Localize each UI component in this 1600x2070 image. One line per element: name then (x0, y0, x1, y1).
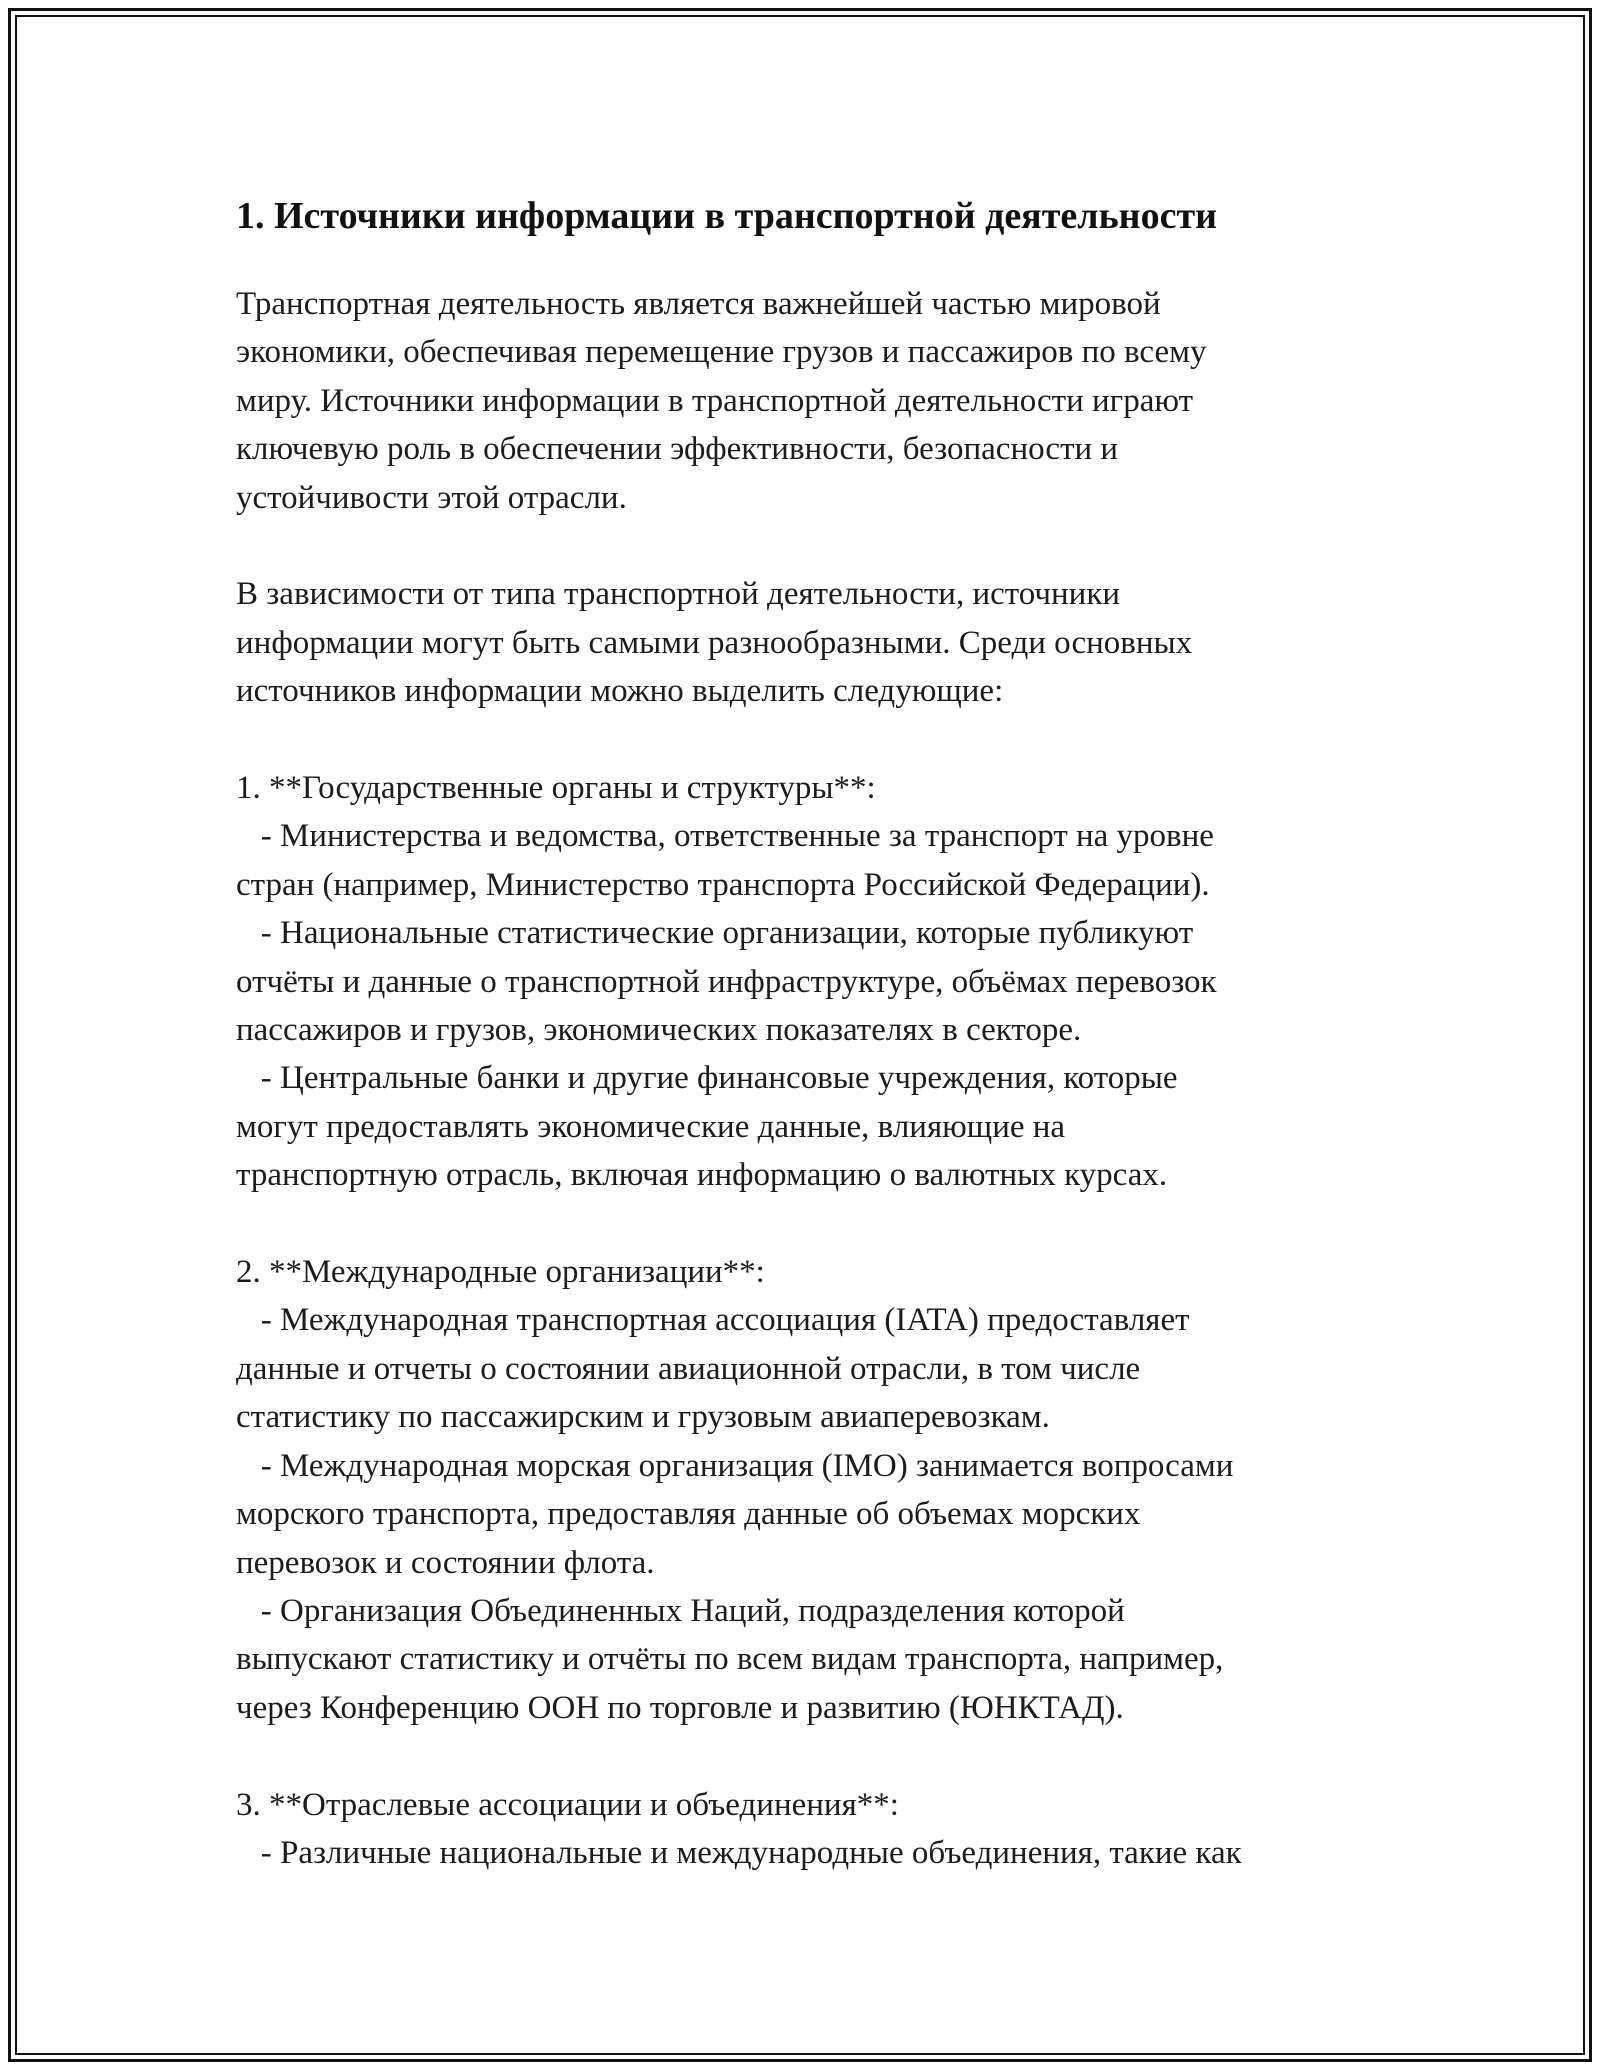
section-heading: 3. **Отраслевые ассоциации и объединения**: (236, 1786, 899, 1823)
section-heading: 2. **Международные организации**: (236, 1254, 765, 1291)
section-government (236, 764, 1376, 1200)
paragraph-spacer (236, 716, 1376, 764)
paragraph-spacer (236, 1200, 1376, 1248)
document-title: 1. Источники информации в транспортной деятельности (236, 195, 1218, 237)
paragraph-spacer (236, 1732, 1376, 1780)
intro-paragraph: Транспортная деятельность является важнейшей частью мировой экономики, обеспечивая перемещение грузов и пассажиров по всему миру. Источники информации в транспортной деятельности играют ключевую роль в обеспечении эффективности, безопасности и устойчивости этой отрасли. (236, 286, 1207, 516)
section-body: - Министерства и ведомства, ответственные за транспорт на уровне стран (например, Министерство транспорта Российской Федерации). - Национальные статистические организации, которые публикуют отчёты и данные о транспортной инфраструктуре, объёмах перевозок пассажиров и грузов, экономических показателях в секторе. - Центральные банки и другие финансовые учреждения, которые могут предоставлять экономические данные, влияющие на транспортную отрасль, включая информацию о валютных курсах. (236, 818, 1217, 1194)
second-paragraph: В зависимости от типа транспортной деятельности, источники информации могут быть самыми разнообразными. Среди основных источников информации можно выделить следующие: (236, 576, 1193, 710)
section-body: - Международная транспортная ассоциация (IATA) предоставляет данные и отчеты о состоянии авиационной отрасли, в том числе статистику по пассажирским и грузовым авиаперевозкам. - Международная морская организация (IMO) занимается вопросами морского транспорта, предоставляя данные об объемах морских перевозок и состоянии флота. - Организация Объединенных Наций, подразделения которой выпускают статистику и отчёты по всем видам транспорта, например, через Конференцию ООН по торговле и развитию (ЮНКТАД). (236, 1302, 1234, 1726)
document-body (236, 186, 1376, 1877)
section-body: - Различные национальные и международные объединения, такие как (236, 1834, 1242, 1871)
section-heading: 1. **Государственные органы и структуры**: (236, 770, 876, 807)
section-industry (236, 1781, 1376, 1878)
section-international (236, 1248, 1376, 1732)
paragraph-spacer (236, 522, 1376, 570)
